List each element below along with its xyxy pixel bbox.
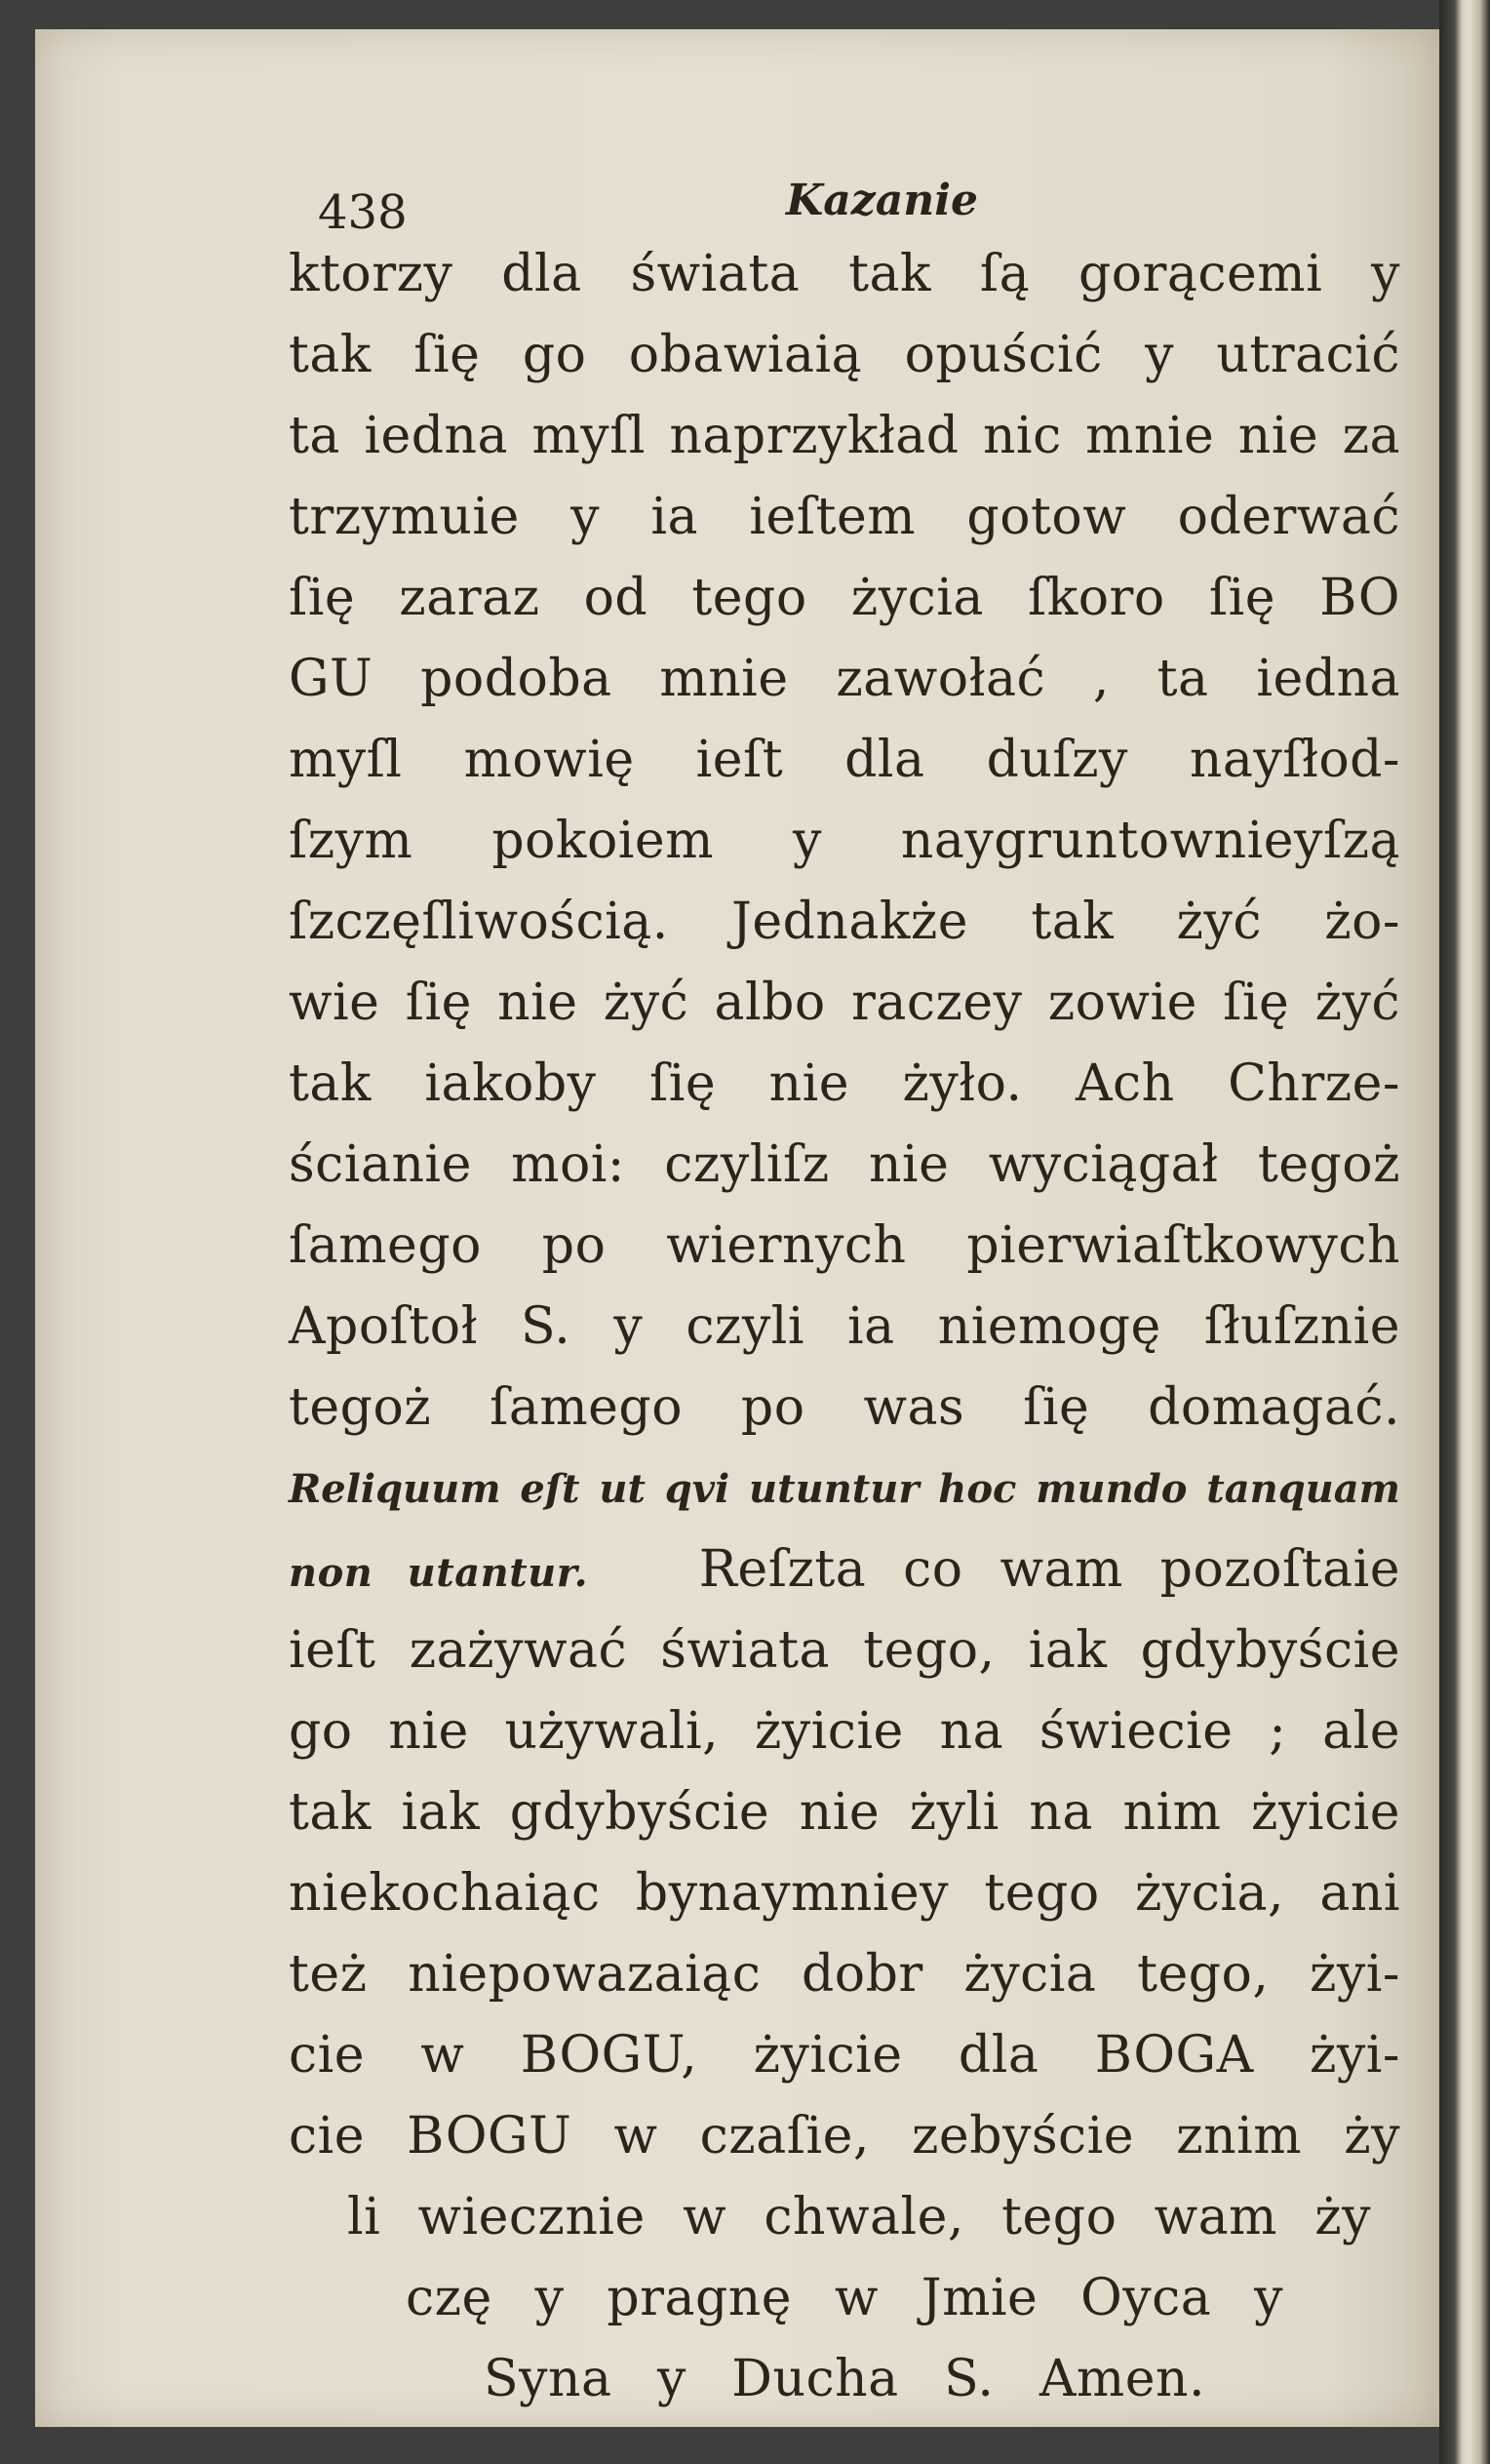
text-fragment: Reſzta co wam pozoſtaie — [698, 1540, 1401, 1599]
text-line: ſzym pokoiem y naygruntownieyſzą — [289, 812, 1400, 870]
text-line: ieſt zażywać świata tego, iak gdybyście — [289, 1621, 1400, 1680]
text-line: go nie używali, żyicie na świecie ; ale — [289, 1702, 1400, 1761]
text-line: tak ſię go obawiaią opuścić y utracić — [289, 326, 1400, 384]
text-line: cie BOGU w czaſie, zebyście znim ży — [289, 2107, 1400, 2166]
text-line: ſię zaraz od tego życia ſkoro ſię BO — [289, 569, 1400, 627]
text-line: ktorzy dla świata tak ſą gorącemi y — [289, 245, 1400, 303]
text-line: wie ſię nie żyć albo raczey zowie ſię żyć — [289, 974, 1400, 1032]
closing-line: li wiecznie w chwale, tego wam ży — [347, 2188, 1371, 2246]
text-line: niekochaiąc bynaymniey tego życia, ani — [289, 1864, 1400, 1923]
book-page — [35, 29, 1439, 2427]
text-line: ſamego po wiernych pierwiaſtkowych — [289, 1216, 1400, 1275]
text-line: ſzczęſliwością. Jednakże tak żyć żo- — [289, 893, 1400, 951]
latin-quote-line: Reliquum eſt ut qvi utuntur hoc mundo tanquam — [289, 1466, 1400, 1512]
text-line: ta iedna myſl naprzykład nic mnie nie za — [289, 407, 1400, 465]
text-line: tak iak gdybyście nie żyli na nim żyicie — [289, 1783, 1400, 1842]
closing-line: czę y pragnę w Jmie Oyca y — [406, 2269, 1283, 2327]
text-line-mixed — [289, 1530, 1400, 1610]
text-line: cie w BOGU, żyicie dla BOGA żyi- — [289, 2026, 1400, 2085]
text-line: trzymuie y ia ieſtem gotow oderwać — [289, 488, 1400, 546]
text-line: Apoſtoł S. y czyli ia niemogę ſłuſznie — [289, 1297, 1400, 1356]
text-line: tak iakoby ſię nie żyło. Ach Chrze- — [289, 1054, 1400, 1113]
body-text — [289, 234, 1400, 2420]
text-line: też niepowazaiąc dobr życia tego, żyi- — [289, 1945, 1400, 2004]
text-line: tegoż ſamego po was ſię domagać. — [289, 1378, 1400, 1437]
page-edge — [1439, 0, 1490, 2464]
text-line: myſl mowię ieſt dla duſzy nayſłod- — [289, 731, 1400, 789]
page-number: 438 — [318, 185, 408, 240]
text-line: ścianie moi: czyliſz nie wyciągał tegoż — [289, 1135, 1400, 1194]
closing-line: Syna y Ducha S. Amen. — [484, 2350, 1205, 2408]
text-line: GU podoba mnie zawołać , ta iedna — [289, 650, 1400, 708]
latin-quote-end: non utantur. — [289, 1550, 589, 1596]
running-head: Kazanie — [786, 176, 978, 225]
